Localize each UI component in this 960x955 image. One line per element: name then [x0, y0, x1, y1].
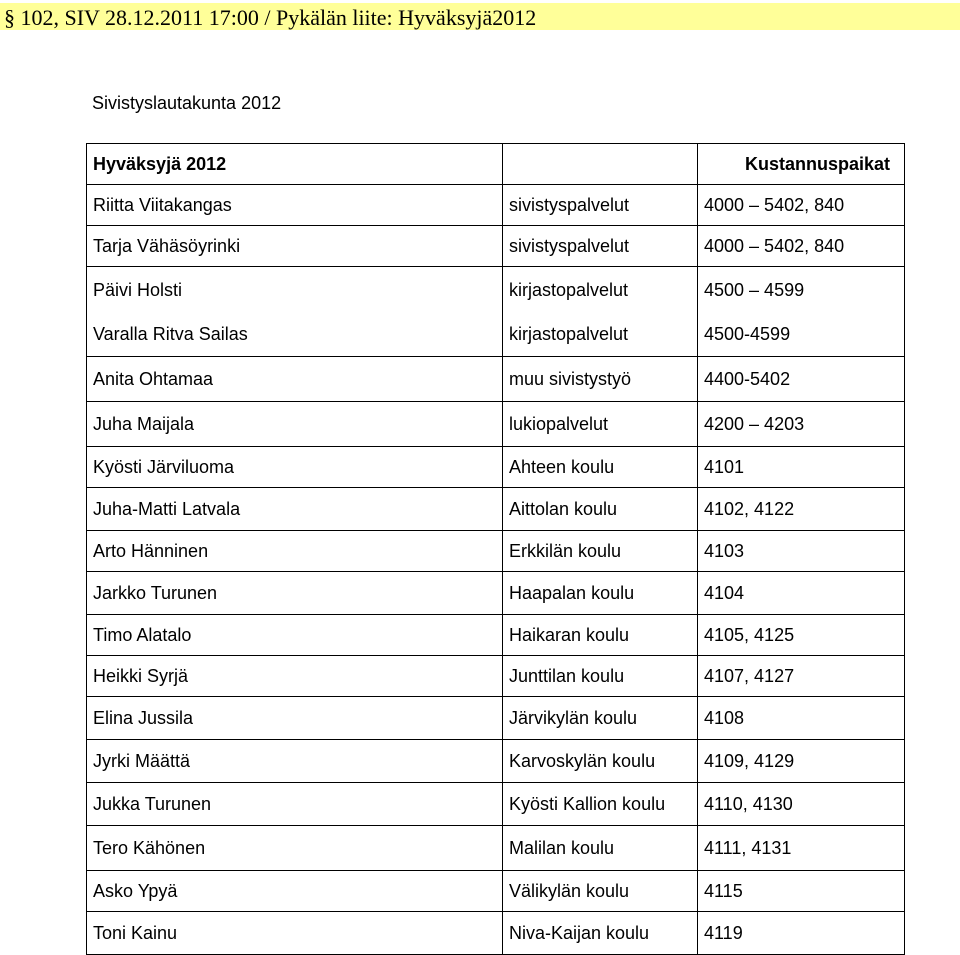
approver-name: Tero Kähönen: [87, 826, 503, 871]
approver-name: Arto Hänninen: [87, 531, 503, 572]
table-row: [87, 740, 905, 783]
table-row: [87, 531, 905, 572]
table-row: [87, 226, 905, 267]
table-row: [87, 572, 905, 615]
approver-name: Timo Alatalo: [87, 615, 503, 656]
cost-code: 4400-5402: [698, 357, 905, 402]
table-row: [87, 402, 905, 447]
unit-name: Niva-Kaijan koulu: [503, 912, 698, 955]
cost-code: 4110, 4130: [698, 783, 905, 826]
table-row: [87, 871, 905, 912]
table-row: [87, 912, 905, 955]
cost-code: 4107, 4127: [698, 656, 905, 697]
section-mark: §: [4, 5, 15, 30]
heading-approver: Hyväksyjä 2012: [87, 144, 503, 185]
unit-name: Junttilan koulu: [503, 656, 698, 697]
unit-name: kirjastopalvelut: [509, 323, 629, 344]
approver-name: Heikki Syrjä: [87, 656, 503, 697]
cost-code: 4104: [698, 572, 905, 615]
unit-name: Välikylän koulu: [503, 871, 698, 912]
document-header-bar: [0, 3, 960, 30]
approver-name: Jukka Turunen: [87, 783, 503, 826]
heading-cost-centers: Kustannuspaikat: [698, 144, 905, 185]
unit-name: Haapalan koulu: [503, 572, 698, 615]
unit-name: sivistyspalvelut: [503, 226, 698, 267]
table-header-row: [87, 144, 905, 185]
header-text: 102, SIV 28.12.2011 17:00 / Pykälän liite: Hyväksyjä2012: [20, 5, 537, 30]
table-row: [87, 488, 905, 531]
cost-code: 4103: [698, 531, 905, 572]
unit-name: lukiopalvelut: [503, 402, 698, 447]
unit-name: Malilan koulu: [503, 826, 698, 871]
unit-name: muu sivistystyö: [503, 357, 698, 402]
approver-name: Tarja Vähäsöyrinki: [87, 226, 503, 267]
unit-name: Karvoskylän koulu: [503, 740, 698, 783]
table-row: [87, 357, 905, 402]
cost-code: 4111, 4131: [698, 826, 905, 871]
unit-name: Haikaran koulu: [503, 615, 698, 656]
table-row-double: [87, 267, 905, 357]
unit-name: sivistyspalvelut: [503, 185, 698, 226]
cost-code: 4108: [698, 697, 905, 740]
table-row: [87, 615, 905, 656]
committee-title: Sivistyslautakunta 2012: [92, 93, 282, 113]
approver-name: Jyrki Määttä: [87, 740, 503, 783]
substitute-name: Varalla Ritva Sailas: [93, 323, 248, 344]
approver-name-cell: [87, 267, 503, 357]
heading-empty: [503, 144, 698, 185]
approver-name: Toni Kainu: [87, 912, 503, 955]
document-header: [4, 6, 536, 30]
table-row: [87, 185, 905, 226]
cost-code: 4500 – 4599: [704, 279, 805, 300]
cost-code-cell: [698, 267, 905, 357]
unit-name-cell: [503, 267, 698, 357]
table-row: [87, 447, 905, 488]
approver-name: Juha Maijala: [87, 402, 503, 447]
cost-code: 4200 – 4203: [698, 402, 905, 447]
approver-name: Päivi Holsti: [93, 279, 183, 300]
cost-code: 4000 – 5402, 840: [698, 226, 905, 267]
cost-code: 4105, 4125: [698, 615, 905, 656]
table-row: [87, 826, 905, 871]
approver-name: Asko Ypyä: [87, 871, 503, 912]
unit-name: kirjastopalvelut: [509, 279, 629, 300]
unit-name: Kyösti Kallion koulu: [503, 783, 698, 826]
cost-code: 4115: [698, 871, 905, 912]
cost-code: 4500-4599: [704, 323, 791, 344]
approver-name: Elina Jussila: [87, 697, 503, 740]
cost-code: 4101: [698, 447, 905, 488]
cost-code: 4000 – 5402, 840: [698, 185, 905, 226]
approver-name: Anita Ohtamaa: [87, 357, 503, 402]
cost-code: 4119: [698, 912, 905, 955]
approver-name: Kyösti Järviluoma: [87, 447, 503, 488]
table-row: [87, 656, 905, 697]
approver-name: Jarkko Turunen: [87, 572, 503, 615]
table-row: [87, 697, 905, 740]
table-row: [87, 783, 905, 826]
unit-name: Järvikylän koulu: [503, 697, 698, 740]
cost-code: 4102, 4122: [698, 488, 905, 531]
approver-name: Juha-Matti Latvala: [87, 488, 503, 531]
unit-name: Erkkilän koulu: [503, 531, 698, 572]
approver-table: [86, 143, 905, 955]
unit-name: Aittolan koulu: [503, 488, 698, 531]
cost-code: 4109, 4129: [698, 740, 905, 783]
approver-name: Riitta Viitakangas: [87, 185, 503, 226]
unit-name: Ahteen koulu: [503, 447, 698, 488]
